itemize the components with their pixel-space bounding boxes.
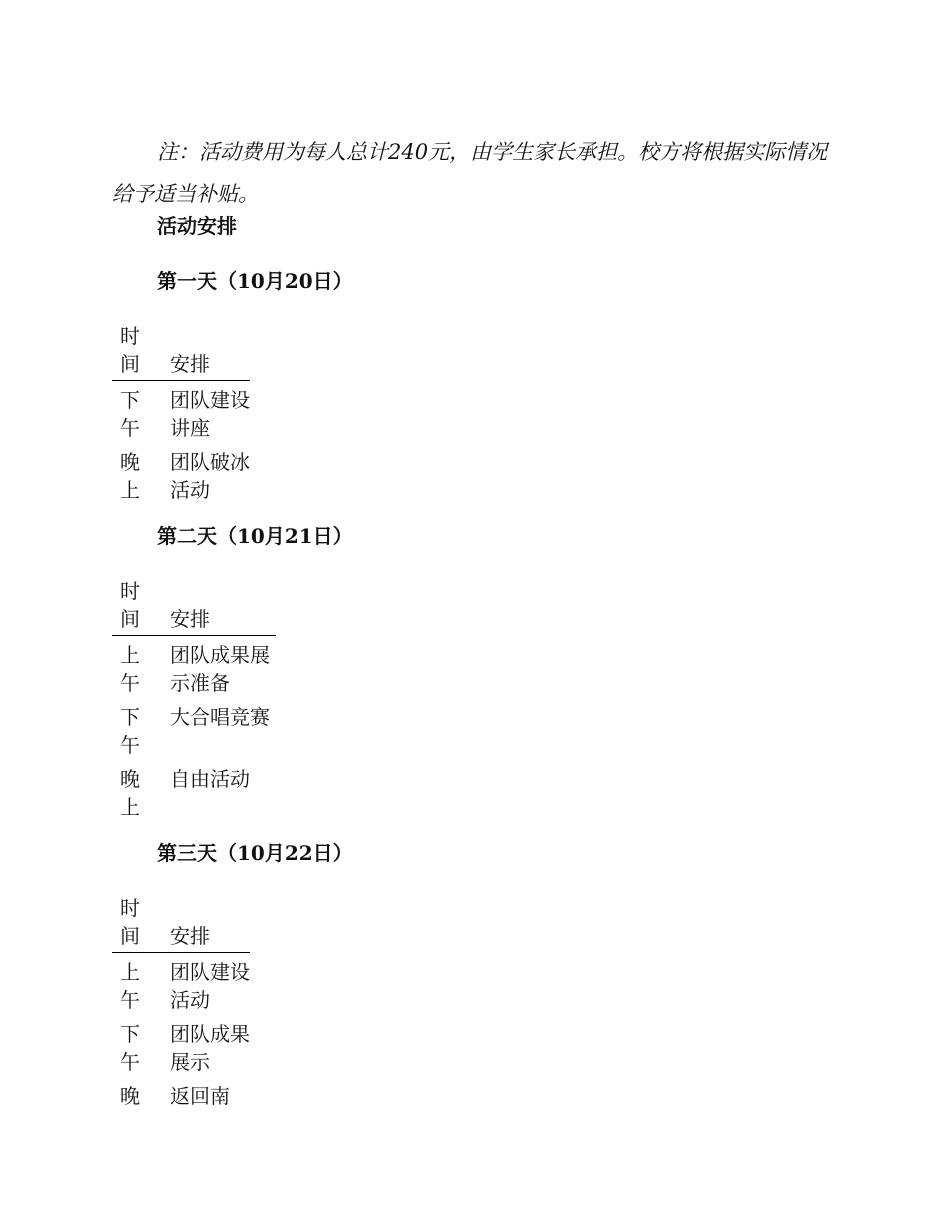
time-column-header: 时间 <box>120 324 140 376</box>
plan-cell: 团队成果展示 <box>170 1022 250 1074</box>
time-cell: 上午 <box>120 643 140 695</box>
time-cell: 晚 <box>120 1084 140 1108</box>
plan-cell: 大合唱竞赛 <box>170 705 270 729</box>
plan-column-header: 安排 <box>170 352 210 376</box>
table-row <box>112 698 276 760</box>
plan-column-header: 安排 <box>170 607 210 631</box>
plan-cell: 自由活动 <box>170 767 250 791</box>
day-2-title: 第二天（10月21日） <box>157 524 353 548</box>
table-row <box>112 443 250 505</box>
time-column-header: 时间 <box>120 896 140 948</box>
time-cell: 上午 <box>120 960 140 1012</box>
table-row <box>112 1015 250 1077</box>
time-column-header: 时间 <box>120 579 140 631</box>
plan-cell: 团队建设讲座 <box>170 388 250 440</box>
section-title: 活动安排 <box>157 214 237 238</box>
time-cell: 下午 <box>120 1022 140 1074</box>
table-header-row <box>112 322 250 381</box>
day-1-title: 第一天（10月20日） <box>157 269 353 293</box>
time-cell: 下午 <box>120 388 140 440</box>
day-3-schedule-table <box>112 894 250 1111</box>
table-row <box>112 1077 250 1111</box>
plan-cell: 团队成果展示准备 <box>170 643 270 695</box>
table-row <box>112 953 250 1016</box>
time-cell: 晚上 <box>120 767 140 819</box>
table-row <box>112 636 276 699</box>
time-cell: 晚上 <box>120 450 140 502</box>
table-row <box>112 760 276 822</box>
plan-cell: 返回南 <box>170 1084 230 1108</box>
day-2-schedule-table <box>112 577 276 822</box>
time-cell: 下午 <box>120 705 140 757</box>
day-3-title: 第三天（10月22日） <box>157 841 353 865</box>
table-row <box>112 381 250 444</box>
plan-column-header: 安排 <box>170 924 210 948</box>
fee-note: 注：活动费用为每人总计240元，由学生家长承担。校方将根据实际情况给予适当补贴。 <box>112 140 828 206</box>
day-1-schedule-table <box>112 322 250 505</box>
table-header-row <box>112 577 276 636</box>
plan-cell: 团队破冰活动 <box>170 450 250 502</box>
table-header-row <box>112 894 250 953</box>
plan-cell: 团队建设活动 <box>170 960 250 1012</box>
